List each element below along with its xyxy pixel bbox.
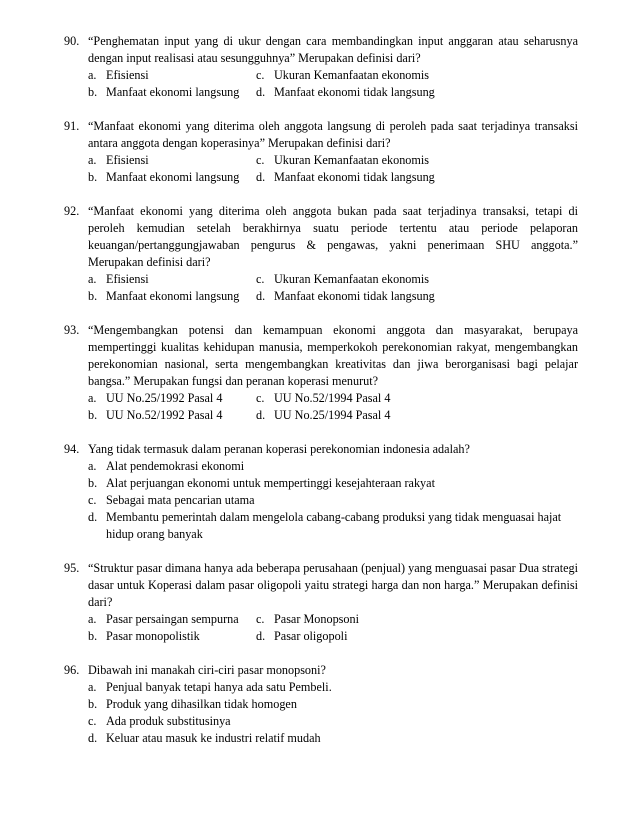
option-a: a. UU No.25/1992 Pasal 4: [88, 391, 223, 405]
question-text: “Struktur pasar dimana hanya ada beberapa perusahaan (penjual) yang menguasai pasar Dua strategi dasar untuk Koperasi dalam pasar oligopoli yaitu strategi harga dan non harga.” Merupakan definisi dari?: [88, 561, 578, 609]
option-a: a. Efisiensi: [88, 68, 149, 82]
options-grid: [88, 152, 578, 186]
question-number: 95.: [64, 561, 80, 575]
option-c: c. Ukuran Kemanfaatan ekonomis: [256, 272, 429, 286]
option-b: b. Pasar monopolistik: [88, 629, 200, 643]
option-b: b. Alat perjuangan ekonomi untuk mempertinggi kesejahteraan rakyat: [88, 476, 435, 490]
option-a: a. Efisiensi: [88, 153, 149, 167]
question-text: “Mengembangkan potensi dan kemampuan ekonomi anggota dan masyarakat, berupaya mempertinggi kualitas kehidupan manusia, memperkokoh perekonomian rakyat, mengembangkan perekonomian nasional, serta mengembangkan kreativitas dan jiwa berorganisasi bagi pelajar bangsa.” Merupakan fungsi dan peranan koperasi menurut?: [88, 323, 578, 388]
option-a: a. Pasar persaingan sempurna: [88, 612, 239, 626]
question-94: [64, 441, 578, 543]
question-number: 94.: [64, 442, 80, 456]
options-grid: [88, 390, 578, 424]
question-90: [64, 33, 578, 101]
option-d: d. Pasar oligopoli: [256, 629, 348, 643]
option-c: c. Ada produk substitusinya: [88, 714, 231, 728]
options-list: [88, 679, 578, 747]
option-d: d. Manfaat ekonomi tidak langsung: [256, 289, 435, 303]
option-c: c. Ukuran Kemanfaatan ekonomis: [256, 68, 429, 82]
question-number: 93.: [64, 323, 80, 337]
option-b: b. Manfaat ekonomi langsung: [88, 170, 240, 184]
option-a: a. Penjual banyak tetapi hanya ada satu Pembeli.: [88, 680, 332, 694]
question-text: “Manfaat ekonomi yang diterima oleh anggota bukan pada saat terjadinya transaksi, tetapi di peroleh kemudian setelah berakhirnya suatu periode tertentu atau periode pelaporan keuangan/pertanggungjawaban pengurus & pengawas, yakni penerimaan SHU anggota.” Merupakan definisi dari?: [88, 204, 578, 269]
question-text: Yang tidak termasuk dalam peranan koperasi perekonomian indonesia adalah?: [88, 442, 470, 456]
question-92: [64, 203, 578, 305]
question-number: 96.: [64, 663, 80, 677]
option-c: c. Sebagai mata pencarian utama: [88, 493, 255, 507]
question-number: 90.: [64, 34, 80, 48]
options-grid: [88, 67, 578, 101]
option-d: d. UU No.25/1994 Pasal 4: [256, 408, 391, 422]
question-number: 92.: [64, 204, 80, 218]
option-b: b. Manfaat ekonomi langsung: [88, 85, 240, 99]
question-95: [64, 560, 578, 645]
document-page: [64, 33, 578, 764]
question-text: Dibawah ini manakah ciri-ciri pasar monopsoni?: [88, 663, 326, 677]
question-96: [64, 662, 578, 747]
question-number: 91.: [64, 119, 80, 133]
option-b: b. Manfaat ekonomi langsung: [88, 289, 240, 303]
question-93: [64, 322, 578, 424]
options-grid: [88, 611, 578, 645]
question-text: “Penghematan input yang di ukur dengan cara membandingkan input anggaran atau seharusnya dengan input realisasi atau sesungguhnya” Merupakan definisi dari?: [88, 34, 578, 65]
option-b: b. Produk yang dihasilkan tidak homogen: [88, 697, 297, 711]
option-d: d. Keluar atau masuk ke industri relatif mudah: [88, 731, 321, 745]
option-a: a. Efisiensi: [88, 272, 149, 286]
option-a: a. Alat pendemokrasi ekonomi: [88, 459, 245, 473]
options-list: [88, 458, 578, 543]
option-d: d. Manfaat ekonomi tidak langsung: [256, 85, 435, 99]
question-91: [64, 118, 578, 186]
option-c: c. Pasar Monopsoni: [256, 612, 359, 626]
option-b: b. UU No.52/1992 Pasal 4: [88, 408, 223, 422]
option-c: c. UU No.52/1994 Pasal 4: [256, 391, 391, 405]
options-grid: [88, 271, 578, 305]
option-d: d. Manfaat ekonomi tidak langsung: [256, 170, 435, 184]
option-d: d. Membantu pemerintah dalam mengelola cabang-cabang produksi yang tidak menguasai hajat hidup orang banyak: [88, 510, 562, 541]
question-text: “Manfaat ekonomi yang diterima oleh anggota langsung di peroleh pada saat terjadinya transaksi antara anggota dengan koperasinya” Merupakan definisi dari?: [88, 119, 578, 150]
option-c: c. Ukuran Kemanfaatan ekonomis: [256, 153, 429, 167]
